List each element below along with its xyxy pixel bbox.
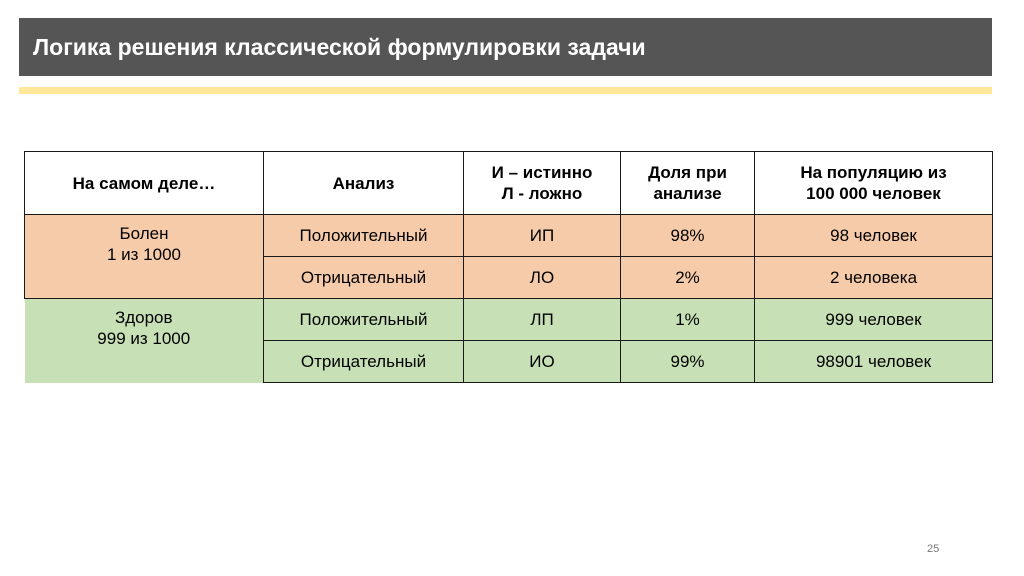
table-header-row: [25, 152, 993, 215]
group-label: Здоров: [114, 308, 173, 327]
header-analysis: [264, 152, 464, 215]
header-actual: [25, 152, 264, 215]
header-true-false: [464, 152, 621, 215]
code-cell: ИП: [464, 215, 621, 257]
analysis-cell: Отрицательный: [264, 257, 464, 299]
analysis-cell: Положительный: [264, 299, 464, 341]
population-cell: 2 человека: [755, 257, 993, 299]
accent-divider: [19, 87, 992, 94]
title-bar: [19, 18, 992, 76]
header-true-false-line1: И – истинно: [491, 163, 593, 182]
header-actual-label: На самом деле…: [72, 173, 216, 193]
slide-title: Логика решения классической формулировки задачи: [33, 33, 646, 60]
header-population: [755, 152, 993, 215]
header-share-line1: Доля при: [648, 163, 727, 182]
population-cell: 999 человек: [755, 299, 993, 341]
code-cell: ИО: [464, 341, 621, 383]
share-cell: 98%: [621, 215, 755, 257]
table-row: [25, 299, 993, 341]
code-cell: ЛО: [464, 257, 621, 299]
header-population-line1: На популяцию из: [800, 163, 947, 182]
code-cell: ЛП: [464, 299, 621, 341]
decision-table: [24, 151, 993, 383]
group-label: Болен: [119, 224, 169, 243]
header-share-line2: анализе: [653, 184, 722, 203]
group-ratio: 1 из 1000: [106, 245, 181, 264]
analysis-cell: Положительный: [264, 215, 464, 257]
table-row: [25, 215, 993, 257]
analysis-cell: Отрицательный: [264, 341, 464, 383]
header-share: [621, 152, 755, 215]
share-cell: 99%: [621, 341, 755, 383]
group-cell-sick: [25, 215, 264, 299]
group-ratio: 999 из 1000: [97, 329, 191, 348]
share-cell: 1%: [621, 299, 755, 341]
group-cell-healthy: [25, 299, 264, 383]
header-true-false-line2: Л - ложно: [501, 184, 583, 203]
population-cell: 98 человек: [755, 215, 993, 257]
share-cell: 2%: [621, 257, 755, 299]
header-analysis-label: Анализ: [332, 173, 395, 193]
page-number: 25: [927, 543, 940, 555]
header-population-line2: 100 000 человек: [806, 184, 941, 203]
population-cell: 98901 человек: [755, 341, 993, 383]
